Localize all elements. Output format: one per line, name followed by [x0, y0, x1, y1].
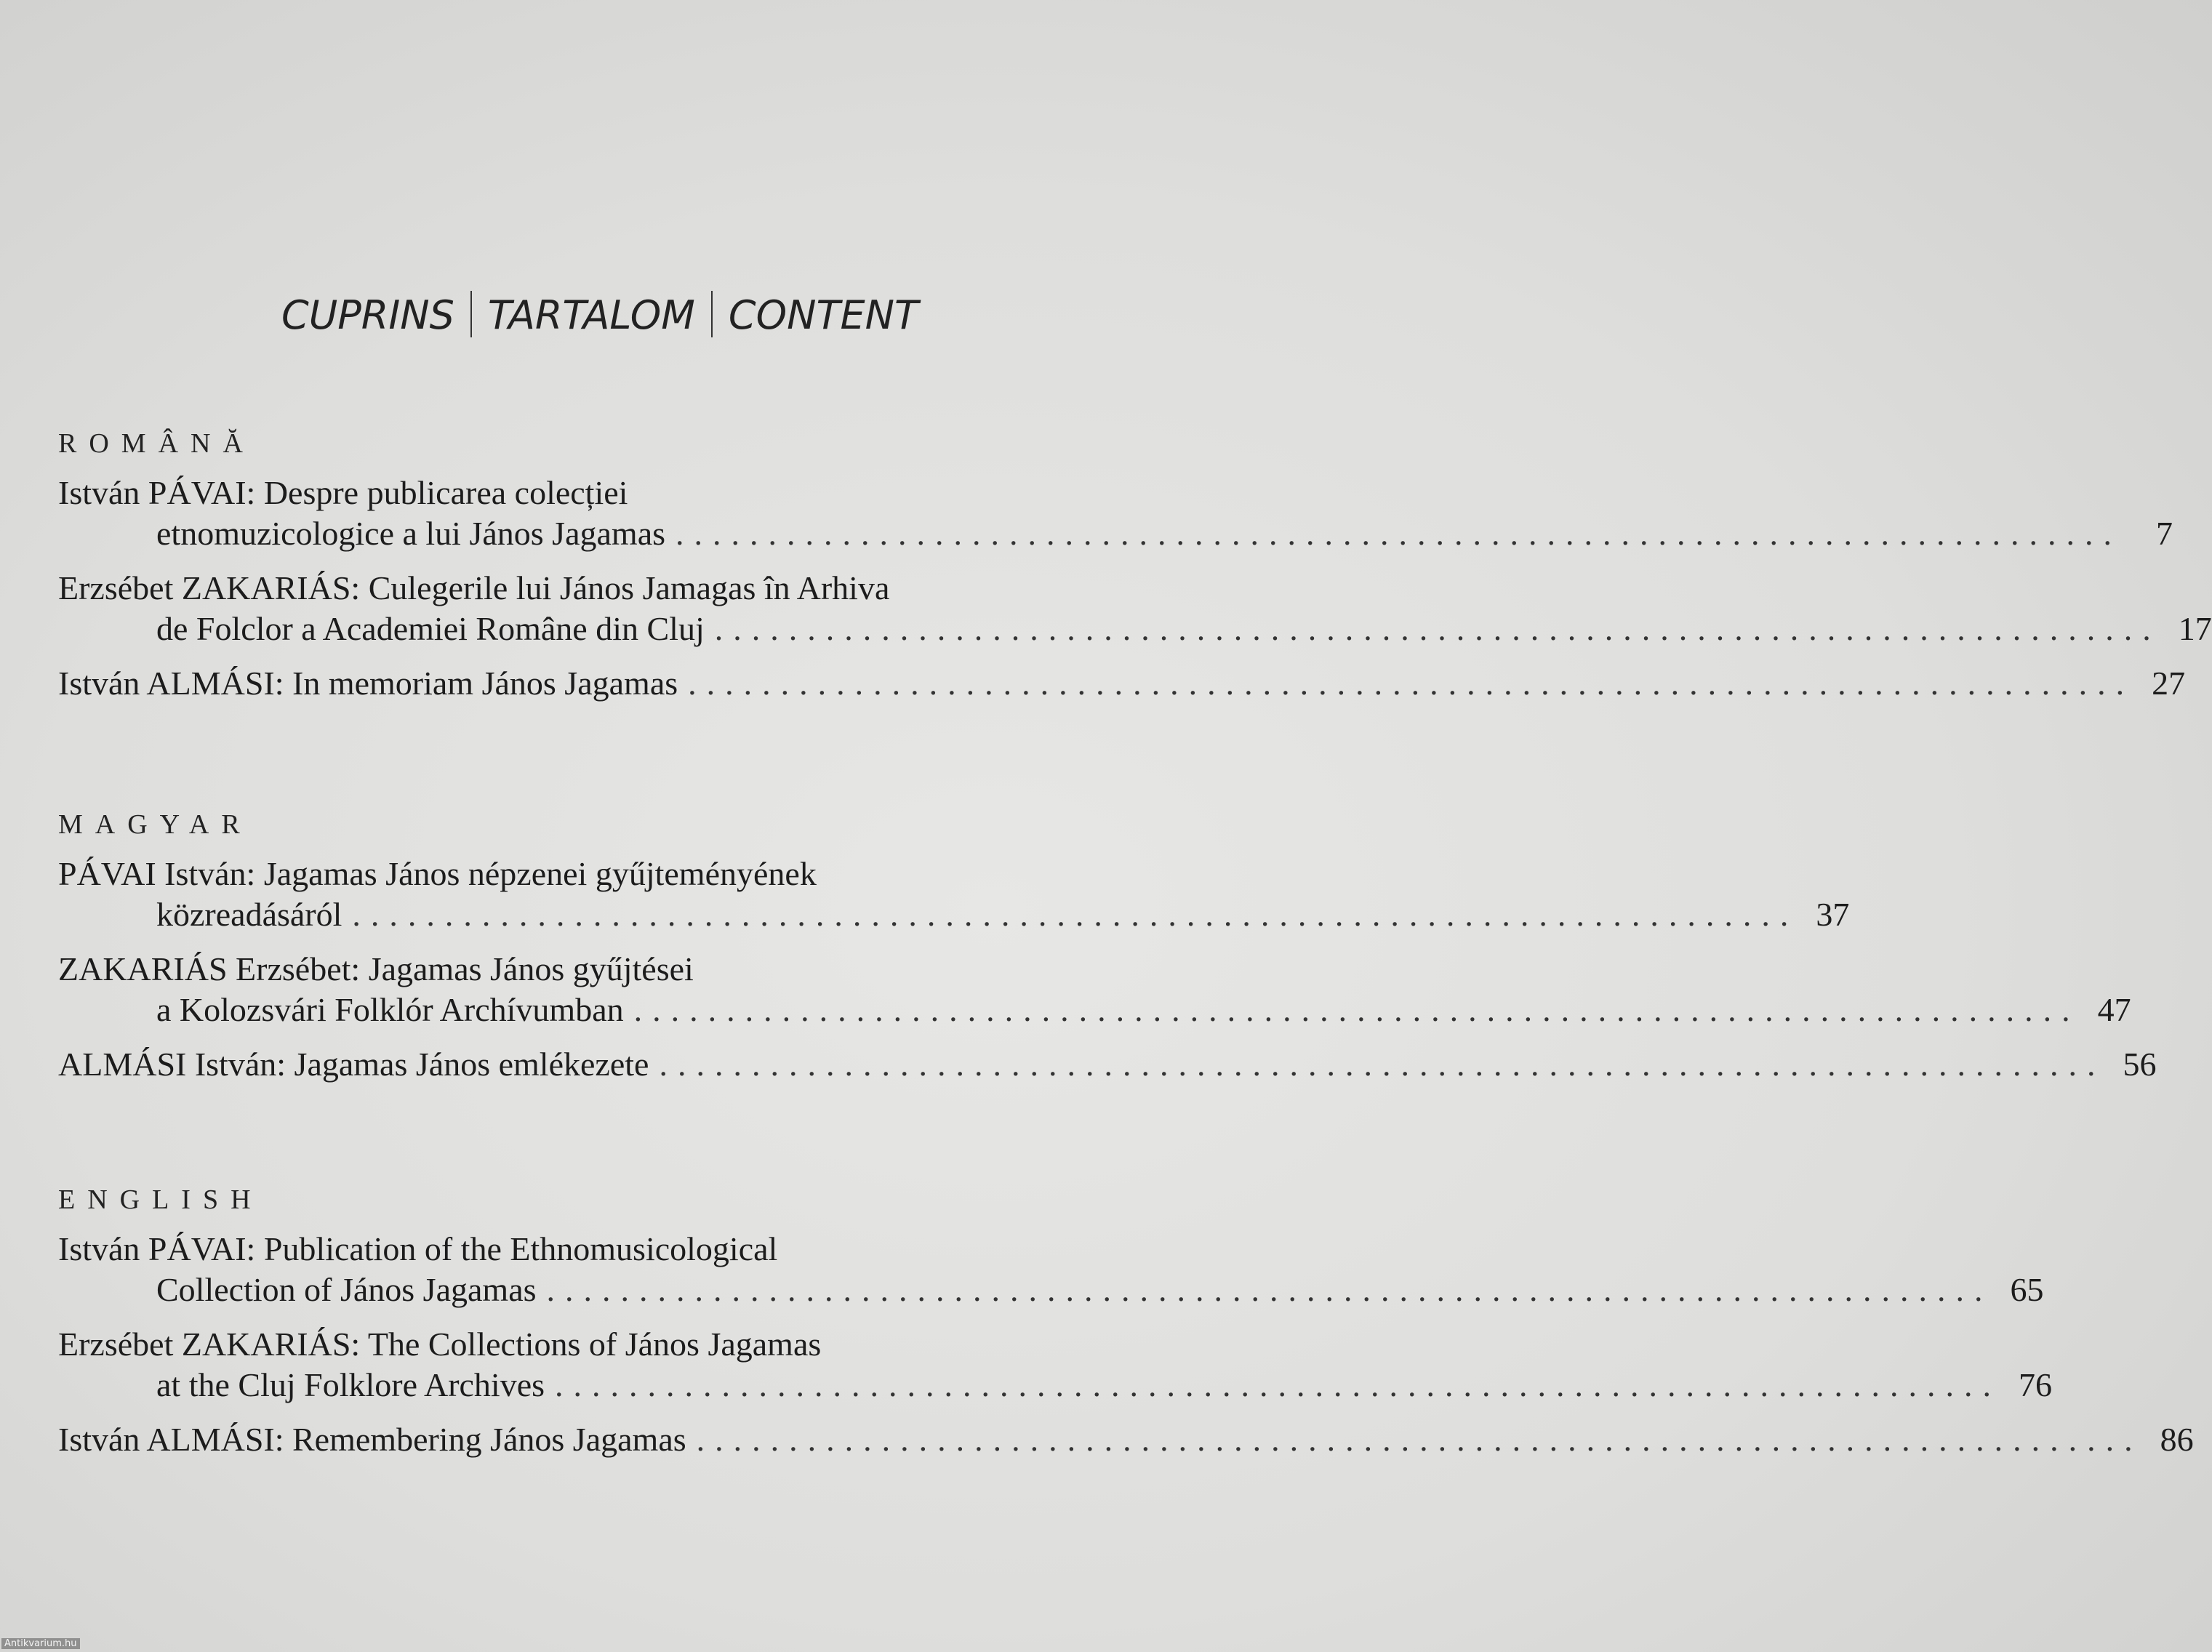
dot-leader: ..............................................................................	[659, 1046, 2106, 1083]
entry-title-continued: közreadásáról	[156, 896, 342, 933]
toc-entry[interactable]	[58, 568, 2212, 649]
dot-leader: ..............................................................................	[555, 1366, 2002, 1403]
entry-title-continued: Collection of János Jagamas	[156, 1271, 537, 1308]
entry-row	[58, 894, 1850, 935]
entry-title: ZAKARIÁS Erzsébet: Jagamas János gyűjtései	[58, 950, 694, 987]
toc-entry[interactable]	[58, 1229, 2044, 1310]
toc-entry[interactable]	[58, 854, 1850, 935]
page-number: 56	[2123, 1046, 2157, 1083]
section-romana	[58, 428, 2212, 718]
section-magyar	[58, 809, 2157, 1099]
page-title	[0, 291, 1200, 338]
section-heading: ROMÂNĂ	[58, 428, 255, 459]
title-separator	[470, 291, 472, 337]
title-hungarian: TARTALOM	[487, 292, 695, 338]
title-separator	[711, 291, 713, 337]
entry-row	[58, 663, 2186, 704]
entry-row	[58, 1365, 2053, 1406]
section-heading: ENGLISH	[58, 1184, 263, 1215]
section-english	[58, 1184, 2194, 1474]
entry-row	[58, 1270, 2044, 1310]
toc-entry[interactable]	[58, 1044, 2157, 1085]
entry-title: István PÁVAI: Despre publicarea colecției	[58, 474, 628, 511]
page-number: 76	[2019, 1366, 2053, 1403]
dot-leader: ..............................................................................	[714, 610, 2161, 647]
entry-title: Erzsébet ZAKARIÁS: The Collections of János Jagamas	[58, 1326, 822, 1363]
toc-entry[interactable]	[58, 1419, 2194, 1460]
toc-entry[interactable]	[58, 663, 2186, 704]
entry-row	[58, 1419, 2194, 1460]
dot-leader: ..............................................................................	[688, 665, 2135, 702]
entry-title: ALMÁSI István: Jagamas János emlékezete	[58, 1046, 649, 1083]
toc-entry[interactable]	[58, 473, 2173, 554]
entry-row	[58, 1044, 2157, 1085]
page-number: 47	[2097, 991, 2131, 1028]
entry-row	[58, 990, 2131, 1030]
entry-title: Erzsébet ZAKARIÁS: Culegerile lui János Jamagas în Arhiva	[58, 569, 890, 606]
entry-title: PÁVAI István: Jagamas János népzenei gyűjteményének	[58, 855, 817, 892]
toc-entry[interactable]	[58, 949, 2131, 1030]
page-number: 86	[2160, 1421, 2194, 1458]
entry-title-continued: etnomuzicologice a lui János Jagamas	[156, 515, 666, 552]
title-romanian: CUPRINS	[281, 292, 454, 338]
entry-title: István PÁVAI: Publication of the Ethnomusicological	[58, 1230, 778, 1267]
page-number: 7	[2156, 515, 2173, 552]
entry-row	[58, 513, 2173, 554]
entry-title-continued: a Kolozsvári Folklór Archívumban	[156, 991, 624, 1028]
dot-leader: ..............................................................................	[696, 1421, 2143, 1458]
watermark: Antikvarium.hu	[1, 1638, 80, 1649]
entry-row	[58, 609, 2212, 649]
dot-leader: ..............................................................................	[352, 896, 1799, 933]
page-number: 65	[2010, 1271, 2044, 1308]
toc-entry[interactable]	[58, 1324, 2053, 1406]
entry-title-continued: at the Cluj Folklore Archives	[156, 1366, 545, 1403]
page-number: 37	[1816, 896, 1850, 933]
page-number: 17	[2178, 610, 2212, 647]
title-english: CONTENT	[728, 292, 918, 338]
dot-leader: ..............................................................................	[546, 1271, 1993, 1308]
entry-title-continued: de Folclor a Academiei Române din Cluj	[156, 610, 705, 647]
entry-title: István ALMÁSI: Remembering János Jagamas	[58, 1421, 686, 1458]
section-heading: MAGYAR	[58, 809, 252, 840]
dot-leader: ..............................................................................	[676, 515, 2123, 552]
dot-leader: ..............................................................................	[633, 991, 2080, 1028]
page-number: 27	[2152, 665, 2186, 702]
entry-title: István ALMÁSI: In memoriam János Jagamas	[58, 665, 678, 702]
